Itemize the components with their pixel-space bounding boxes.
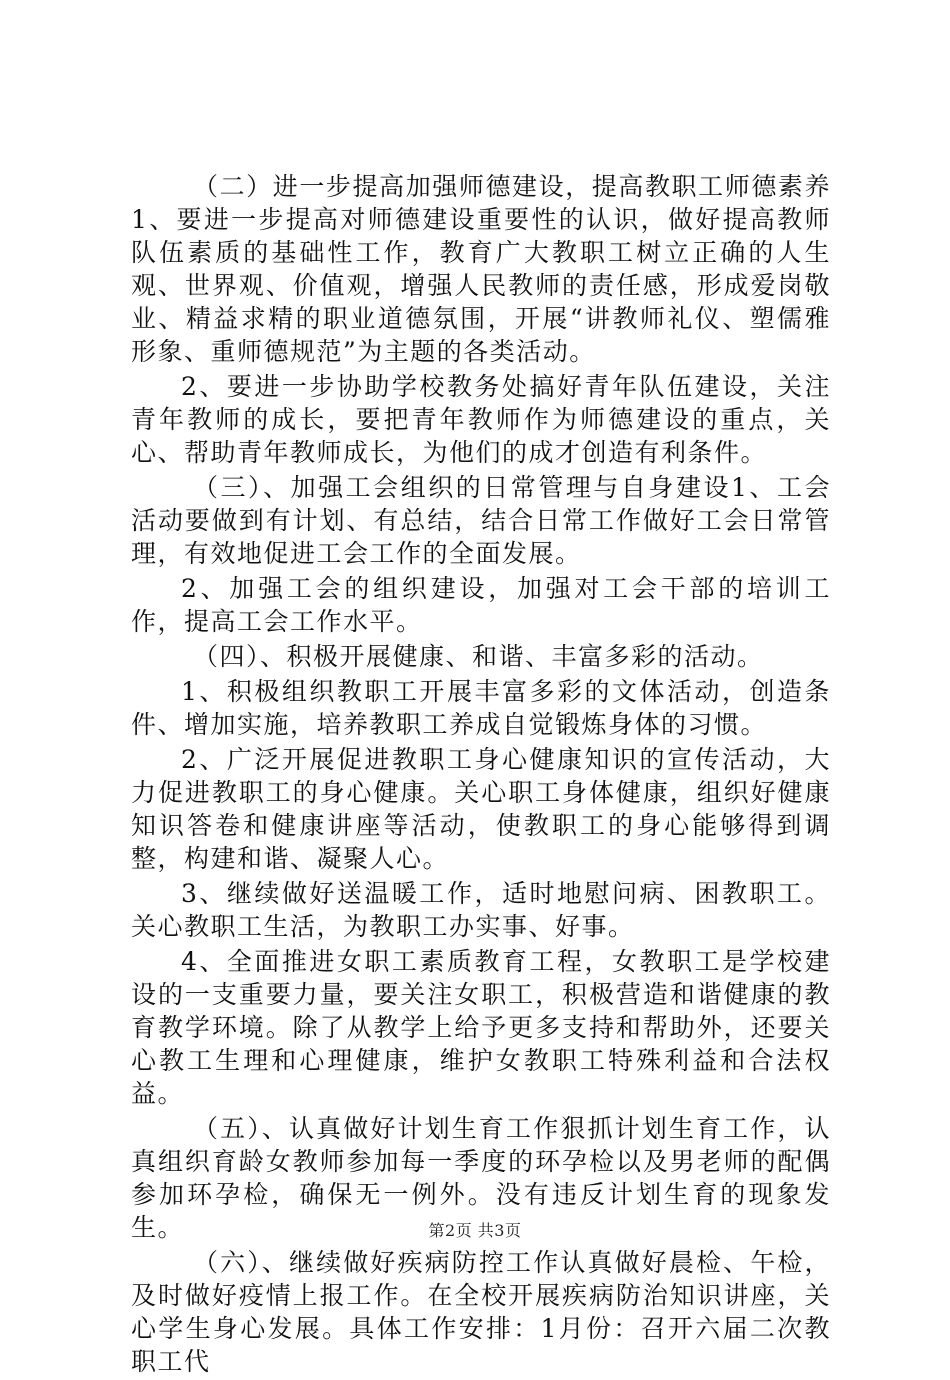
- paragraph-item-4-3: 3、继续做好送温暖工作，适时地慰问病、困教职工。关心教职工生活，为教职工办实事、好事。: [131, 879, 831, 941]
- page-number-footer: 第2页 共3页: [428, 1221, 522, 1240]
- paragraph-section-4: （四）、积极开展健康、和谐、丰富多彩的活动。: [193, 642, 764, 671]
- paragraph-item-2-2: 2、要进一步协助学校教务处搞好青年队伍建设，关注青年教师的成长，要把青年教师作为师德建设的重点，关心、帮助青年教师成长，为他们的成才创造有利条件。: [131, 372, 831, 467]
- paragraph-item-4-2: 2、广泛开展促进教职工身心健康知识的宣传活动，大力促进教职工的身心健康。关心职工身体健康，组织好健康知识答卷和健康讲座等活动，使教职工的身心能够得到调整，构建和谐、凝聚人心。: [131, 745, 831, 873]
- paragraph-section-6: （六）、继续做好疾病防控工作认真做好晨检、午检，及时做好疫情上报工作。在全校开展疾病防治知识讲座，关心学生身心发展。具体工作安排：1月份：召开六届二次教职工代: [131, 1248, 831, 1376]
- paragraph-section-3: （三）、加强工会组织的日常管理与自身建设1、工会活动要做到有计划、有总结，结合日常工作做好工会日常管理，有效地促进工会工作的全面发展。: [131, 473, 831, 568]
- paragraph-section-5: （五）、认真做好计划生育工作狠抓计划生育工作，认真组织育龄女教师参加每一季度的环孕检以及男老师的配偶参加环孕检，确保无一例外。没有违反计划生育的现象发生。: [131, 1114, 831, 1242]
- paragraph-item-4-4: 4、全面推进女职工素质教育工程，女教职工是学校建设的一支重要力量，要关注女职工，积极营造和谐健康的教育教学环境。除了从教学上给予更多支持和帮助外，还要关心教工生理和心理健康，维护女教职工特殊利益和合法权益。: [131, 947, 831, 1108]
- paragraph-item-3-2: 2、加强工会的组织建设，加强对工会干部的培训工作，提高工会工作水平。: [131, 574, 831, 636]
- paragraph-section-2: （二）进一步提高加强师德建设，提高教职工师德素养1、要进一步提高对师德建设重要性的认识，做好提高教师队伍素质的基础性工作，教育广大教职工树立正确的人生观、世界观、价值观，增强人民教师的责任感，形成爱岗敬业、精益求精的职业道德氛围，开展“讲教师礼仪、塑儒雅形象、重师德规范”为主题的各类活动。: [131, 172, 831, 366]
- paragraph-item-4-1: 1、积极组织教职工开展丰富多彩的文体活动，创造条件、增加实施，培养教职工养成自觉锻炼身体的习惯。: [131, 677, 831, 739]
- document-body: [131, 170, 831, 1380]
